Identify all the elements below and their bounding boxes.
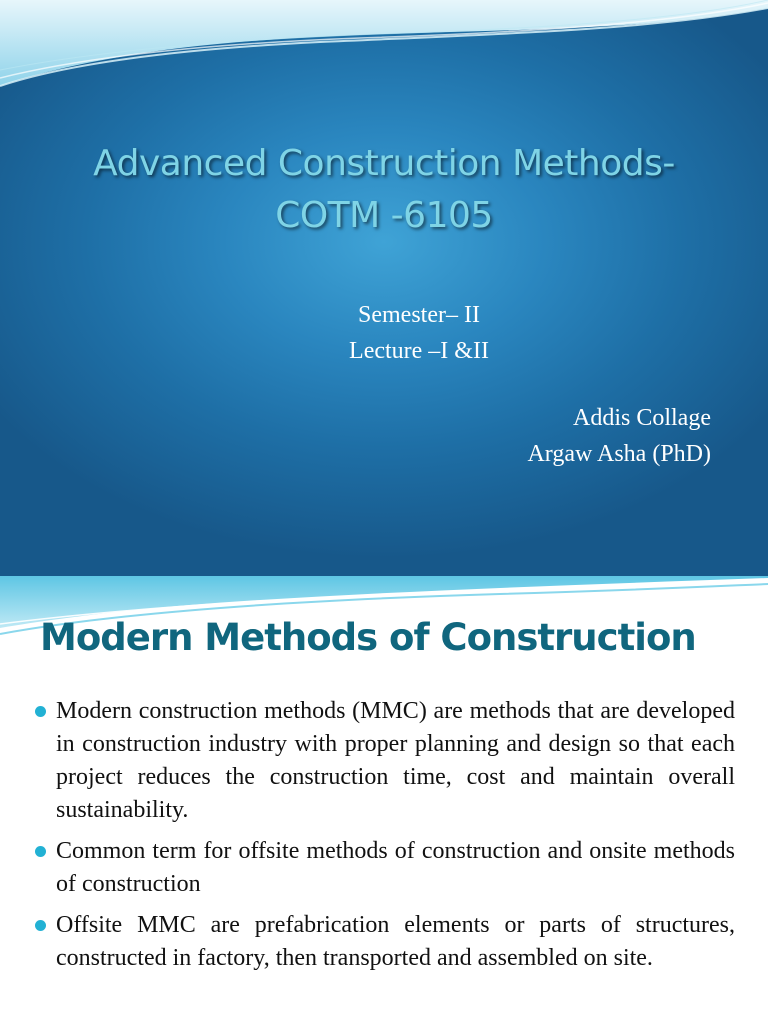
author-text: Argaw Asha (PhD) — [527, 441, 711, 467]
institution-text: Addis Collage — [573, 405, 711, 431]
semester-text: Semester– II — [358, 302, 480, 328]
lecture-text: Lecture –I &II — [349, 338, 489, 364]
list-item — [34, 835, 735, 901]
bullet-text: Offsite MMC are prefabrication elements or parts of structures, constructed in factory, then transported and assembled on site. — [56, 912, 735, 971]
bullet-text: Common term for offsite methods of construction and onsite methods of construction — [56, 838, 735, 897]
content-title: Modern Methods of Construction — [40, 616, 696, 659]
bullet-list — [34, 695, 735, 983]
slide-title — [0, 138, 768, 242]
content-slide — [0, 576, 768, 1024]
bullet-icon — [35, 846, 46, 857]
bullet-icon — [35, 706, 46, 717]
slide-header-wave — [0, 0, 768, 90]
list-item — [34, 695, 735, 827]
bullet-text: Modern construction methods (MMC) are methods that are developed in construction industry with proper planning and design so that each project reduces the construction time, cost and maintain overall sustainability. — [56, 698, 735, 823]
title-line-1: Advanced Construction Methods- — [93, 143, 675, 184]
list-item — [34, 909, 735, 975]
title-line-2: COTM -6105 — [275, 195, 493, 236]
bullet-icon — [35, 920, 46, 931]
